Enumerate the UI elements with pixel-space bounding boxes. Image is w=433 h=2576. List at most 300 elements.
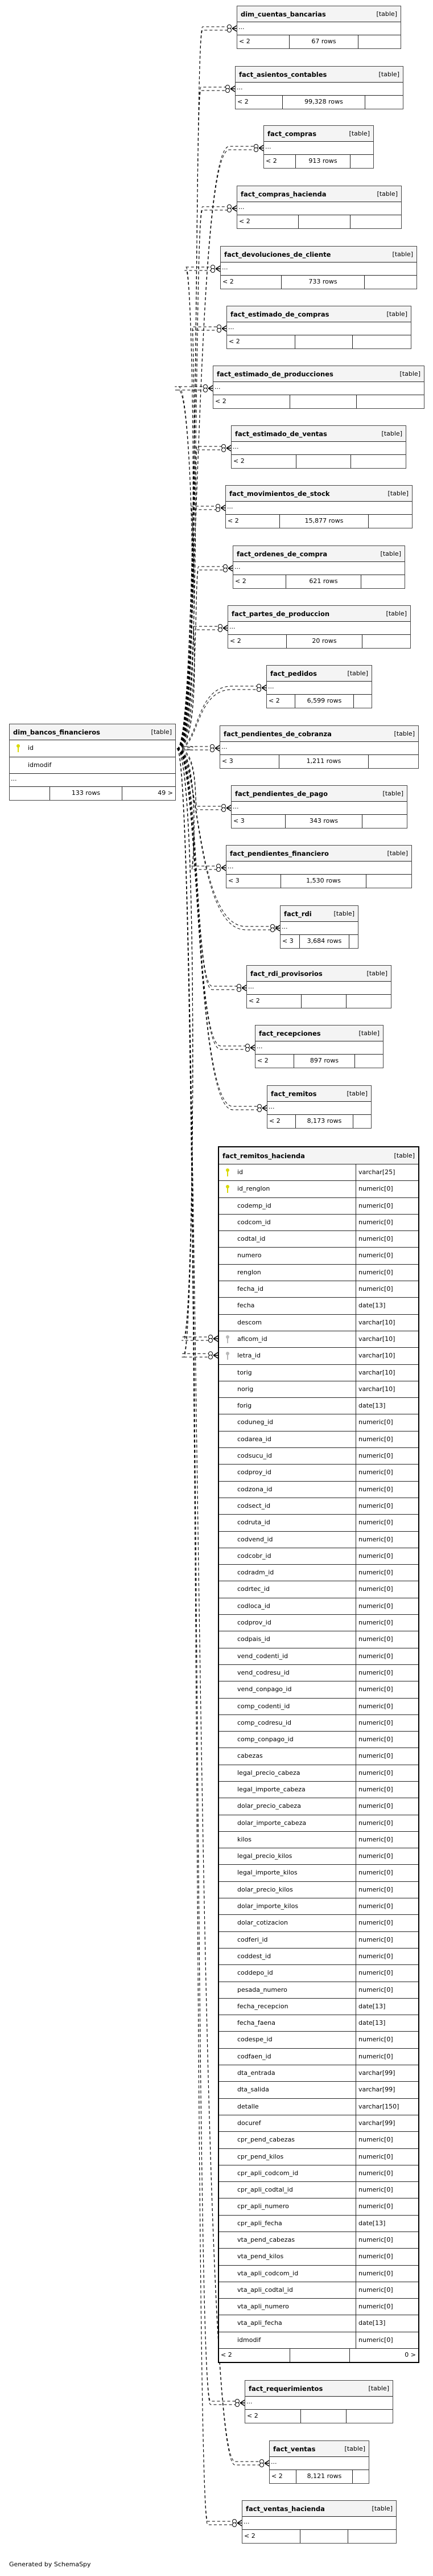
generated-by-label: Generated by SchemaSpy <box>9 2561 91 2568</box>
column-row <box>219 1932 418 1949</box>
column-name: dolar_precio_cabeza <box>237 1802 301 1810</box>
table-name[interactable]: fact_rdi_provisorios <box>250 969 323 978</box>
table-header <box>221 247 416 262</box>
column-name: cpr_pend_cabezas <box>237 2136 295 2144</box>
crows-foot-icon <box>209 1335 218 1343</box>
primary-key-icon <box>226 1168 229 1177</box>
table-header <box>236 67 403 83</box>
relationship-line <box>177 749 218 866</box>
column-row <box>219 1865 418 1881</box>
table-kind: [table] <box>399 370 420 378</box>
column-type: varchar[10] <box>358 1368 395 1376</box>
column-type: numeric[0] <box>358 2303 393 2311</box>
column-name-cell <box>219 2282 356 2298</box>
table-kind: [table] <box>377 190 398 198</box>
table-name[interactable]: fact_ventas <box>273 2444 316 2453</box>
table-name[interactable]: fact_rdi <box>284 909 312 918</box>
column-type: numeric[0] <box>358 1835 393 1843</box>
table-fact-estimado-de-compras[interactable] <box>226 306 411 349</box>
column-row <box>219 1248 418 1264</box>
children-count <box>369 515 412 528</box>
table-name[interactable]: dim_bancos_financieros <box>13 728 101 736</box>
parents-count: < 2 <box>236 96 283 109</box>
column-row <box>219 1748 418 1765</box>
column-name-cell <box>219 1581 356 1597</box>
table-name[interactable]: fact_estimado_de_compras <box>230 310 329 318</box>
parents-count: < 3 <box>226 875 281 888</box>
column-type: numeric[0] <box>358 1469 393 1476</box>
column-name-cell <box>219 1648 356 1664</box>
children-count <box>354 695 372 708</box>
table-fact-partes-de-produccion[interactable] <box>228 605 411 649</box>
more-columns: ... <box>247 982 391 995</box>
table-name[interactable]: fact_remitos <box>271 1089 317 1098</box>
column-type: numeric[0] <box>358 2186 393 2194</box>
parents-count: < 2 <box>237 215 299 228</box>
table-fact-compras-hacienda[interactable] <box>237 186 402 229</box>
column-type: varchar[10] <box>358 1318 395 1326</box>
table-header <box>245 2381 393 2397</box>
column-type: numeric[0] <box>358 2202 393 2210</box>
table-name[interactable]: fact_compras_hacienda <box>241 190 327 198</box>
relationship-line <box>177 626 220 749</box>
column-type: numeric[0] <box>358 1986 393 1993</box>
column-row <box>219 1431 418 1448</box>
children-count <box>362 815 407 828</box>
table-fact-ventas-hacienda[interactable] <box>242 2500 397 2544</box>
table-name[interactable]: fact_asientos_contables <box>239 70 327 79</box>
relationship-line <box>177 510 217 749</box>
column-type: numeric[0] <box>358 1452 393 1460</box>
table-name[interactable]: fact_movimientos_de_stock <box>229 489 330 498</box>
column-type: numeric[0] <box>358 1902 393 1910</box>
parents-count: < 3 <box>232 815 286 828</box>
table-fact-estimado-de-ventas[interactable] <box>231 425 406 469</box>
column-name: cpr_apli_codcom_id <box>237 2169 299 2177</box>
table-fact-devoluciones-de-cliente[interactable] <box>220 246 417 289</box>
table-name[interactable]: fact_ventas_hacienda <box>246 2504 325 2513</box>
column-name-cell <box>219 1465 356 1480</box>
table-dim-cuentas-bancarias[interactable] <box>237 6 401 49</box>
column-type: numeric[0] <box>358 2036 393 2044</box>
table-kind: [table] <box>394 1152 415 1159</box>
table-fact-pendientes-de-cobranza[interactable] <box>220 725 419 769</box>
crows-foot-icon <box>204 385 213 392</box>
column-row <box>219 1798 418 1815</box>
table-fact-requerimientos[interactable] <box>245 2380 393 2423</box>
column-name-cell <box>219 1965 356 1981</box>
column-name-cell <box>219 2299 356 2315</box>
more-columns: ... <box>227 322 411 335</box>
parents-count: < 2 <box>267 1115 296 1128</box>
children-count <box>358 35 401 48</box>
column-name: comp_codenti_id <box>237 1702 290 1710</box>
column-type: varchar[10] <box>358 1352 395 1360</box>
children-count[interactable]: 0 > <box>405 2351 416 2359</box>
column-name-cell <box>219 2049 356 2065</box>
more-columns: ... <box>232 802 407 815</box>
column-name-cell <box>219 1631 356 1647</box>
column-row <box>219 1198 418 1215</box>
children-count <box>357 395 424 408</box>
column-name: dolar_importe_kilos <box>237 1902 299 1910</box>
more-columns: ... <box>237 202 401 215</box>
column-name: codemp_id <box>237 1201 271 1209</box>
relationship-line <box>177 87 227 749</box>
parents-count: < 2 <box>228 635 287 648</box>
more-columns: ... <box>237 22 401 35</box>
column-name-cell <box>219 2182 356 2198</box>
relationship-line <box>175 387 205 749</box>
column-type: numeric[0] <box>358 2236 393 2243</box>
column-name: codsect_id <box>237 1502 271 1509</box>
column-type: date[13] <box>358 2019 386 2027</box>
table-fact-pedidos[interactable] <box>266 665 372 708</box>
column-type: numeric[0] <box>358 1752 393 1760</box>
table-footer <box>237 215 401 228</box>
column-name: descom <box>237 1318 262 1326</box>
table-fact-compras[interactable] <box>263 125 374 169</box>
table-header <box>228 606 410 622</box>
column-type: date[13] <box>358 1302 386 1310</box>
column-type: date[13] <box>358 2002 386 2010</box>
more-columns: ... <box>226 862 411 875</box>
column-name: letra_id <box>237 1352 261 1360</box>
column-name: legal_precio_kilos <box>237 1852 292 1860</box>
table-footer <box>228 635 410 648</box>
column-name-cell <box>219 1615 356 1631</box>
row-count: 343 rows <box>286 815 362 828</box>
row-count <box>300 2530 348 2543</box>
children-count <box>355 1055 383 1068</box>
table-footer <box>232 455 406 468</box>
column-row <box>219 1482 418 1498</box>
relationship-line <box>177 270 212 749</box>
column-row <box>219 1164 418 1181</box>
column-name: dolar_precio_kilos <box>237 1885 293 1893</box>
column-row <box>219 2032 418 2048</box>
crows-foot-icon <box>209 1352 218 1359</box>
table-fact-remitos-hacienda[interactable] <box>218 1146 419 2363</box>
column-name: id_renglon <box>237 1185 270 1193</box>
column-type: numeric[0] <box>358 2169 393 2177</box>
column-type: numeric[0] <box>358 1969 393 1977</box>
table-name[interactable]: fact_pendientes_financiero <box>230 849 329 858</box>
column-type: numeric[0] <box>358 1185 393 1193</box>
table-header <box>227 306 411 322</box>
column-name: coduneg_id <box>237 1418 273 1426</box>
column-name: dolar_cotizacion <box>237 1919 288 1927</box>
column-name-cell <box>219 1699 356 1714</box>
column-name-cell <box>219 1281 356 1297</box>
table-name[interactable]: dim_cuentas_bancarias <box>241 10 326 18</box>
column-type: numeric[0] <box>358 1652 393 1660</box>
table-header <box>242 2501 396 2517</box>
children-count[interactable]: 49 > <box>158 789 173 797</box>
column-row <box>219 1532 418 1548</box>
table-name[interactable]: fact_partes_de_produccion <box>232 609 330 618</box>
crows-foot-icon <box>218 625 228 632</box>
column-row <box>219 1181 418 1197</box>
column-row <box>219 1815 418 1832</box>
row-count: 99,328 rows <box>283 96 365 109</box>
more-columns: ... <box>264 142 373 155</box>
column-name: vend_conpago_id <box>237 1685 292 1693</box>
row-count <box>290 2349 350 2362</box>
table-fact-remitos[interactable] <box>267 1085 372 1129</box>
column-type: numeric[0] <box>358 1718 393 1726</box>
column-name-cell <box>219 2132 356 2148</box>
column-type: numeric[0] <box>358 1736 393 1744</box>
parents-count: < 2 <box>221 276 282 289</box>
column-name-cell <box>219 1798 356 1814</box>
column-type: numeric[0] <box>358 1235 393 1243</box>
table-name[interactable]: fact_pendientes_de_cobranza <box>224 729 332 738</box>
children-count <box>365 276 416 289</box>
column-name: renglon <box>237 1268 261 1276</box>
column-row <box>219 1982 418 1999</box>
relationship-line <box>177 749 277 926</box>
table-footer <box>255 1055 383 1068</box>
parents-count: < 2 <box>237 35 290 48</box>
column-name: fecha <box>237 1302 255 1310</box>
crows-foot-icon <box>237 985 247 992</box>
relationship-line <box>177 749 212 750</box>
table-name[interactable]: fact_estimado_de_ventas <box>235 429 327 438</box>
column-name: codfaen_id <box>237 2052 271 2060</box>
column-name-cell <box>219 1982 356 1998</box>
column-name-cell <box>219 2216 356 2232</box>
children-count <box>366 875 411 888</box>
relationship-line <box>177 450 223 749</box>
table-name[interactable]: fact_estimado_de_producciones <box>217 370 333 378</box>
children-count <box>351 455 406 468</box>
table-fact-rdi[interactable] <box>280 905 358 949</box>
table-kind: [table] <box>376 10 397 18</box>
table-name[interactable]: fact_pendientes_de_pago <box>235 789 328 798</box>
column-name-cell <box>219 2266 356 2282</box>
column-row <box>219 1949 418 1965</box>
row-count <box>296 455 351 468</box>
primary-key-icon <box>17 744 20 753</box>
column-type: numeric[0] <box>358 2152 393 2160</box>
column-type: numeric[0] <box>358 1919 393 1927</box>
children-count <box>353 2470 369 2483</box>
crows-foot-icon <box>246 1044 255 1052</box>
crows-foot-icon <box>217 325 227 333</box>
column-row <box>219 1848 418 1865</box>
column-name: comp_codresu_id <box>237 1718 292 1726</box>
table-footer <box>220 755 418 768</box>
column-name: legal_precio_cabeza <box>237 1769 300 1777</box>
table-kind: [table] <box>386 610 407 617</box>
column-name-cell <box>219 1482 356 1498</box>
relationship-line <box>177 749 210 1337</box>
more-columns: ... <box>270 2457 369 2470</box>
column-row <box>219 1215 418 1231</box>
column-type: numeric[0] <box>358 1519 393 1527</box>
column-row <box>219 2082 418 2098</box>
column-name: codloca_id <box>237 1602 270 1610</box>
column-type: varchar[150] <box>358 2102 399 2110</box>
table-kind: [table] <box>386 310 407 318</box>
parents-count: < 2 <box>219 2349 290 2362</box>
table-name[interactable]: fact_remitos_hacienda <box>222 1151 305 1160</box>
table-kind: [table] <box>387 850 408 857</box>
table-footer <box>232 815 407 828</box>
column-name-cell <box>219 1215 356 1230</box>
column-row <box>219 1548 418 1565</box>
column-name-cell <box>219 1898 356 1914</box>
table-fact-estimado-de-producciones[interactable] <box>213 366 424 409</box>
parents-count: < 2 <box>267 695 295 708</box>
column-name-cell <box>219 1865 356 1881</box>
column-name: codzona_id <box>237 1485 273 1493</box>
table-fact-ventas[interactable] <box>269 2440 369 2484</box>
table-header <box>247 966 391 982</box>
column-name: norig <box>237 1385 254 1393</box>
table-fact-recepciones[interactable] <box>255 1025 383 1068</box>
table-name[interactable]: fact_pedidos <box>270 669 317 678</box>
table-header <box>226 846 411 862</box>
table-footer <box>267 1115 371 1128</box>
table-name[interactable]: fact_devoluciones_de_cliente <box>224 250 331 259</box>
column-name-cell <box>219 2065 356 2081</box>
column-row <box>219 2266 418 2282</box>
column-row <box>219 2299 418 2315</box>
foreign-key-icon <box>226 1352 229 1360</box>
column-type: numeric[0] <box>358 1852 393 1860</box>
column-type: numeric[0] <box>358 1585 393 1593</box>
table-name[interactable]: fact_compras <box>267 129 317 138</box>
column-row <box>219 2315 418 2332</box>
column-type: numeric[0] <box>358 1819 393 1827</box>
table-kind: [table] <box>382 790 403 797</box>
crows-foot-icon <box>222 805 232 812</box>
row-count: 3,684 rows <box>300 935 349 948</box>
table-fact-rdi-provisorios[interactable] <box>246 965 391 1008</box>
table-fact-movimientos-de-stock[interactable] <box>225 485 413 528</box>
row-count: 67 rows <box>290 35 358 48</box>
column-name: codcom_id <box>237 1218 271 1226</box>
table-name[interactable]: fact_ordenes_de_compra <box>237 549 328 558</box>
column-row <box>219 2332 418 2349</box>
more-columns: ... <box>233 562 405 575</box>
table-footer <box>226 515 412 528</box>
column-name: codproy_id <box>237 1469 271 1476</box>
column-row <box>219 2216 418 2232</box>
column-name: cpr_apli_codtal_id <box>237 2186 293 2194</box>
children-count <box>369 755 418 768</box>
column-type: varchar[25] <box>358 1168 395 1176</box>
column-name: fecha_faena <box>237 2019 275 2027</box>
column-name-cell <box>219 1198 356 1214</box>
table-fact-asientos-contables[interactable] <box>235 66 403 109</box>
crows-foot-icon <box>211 745 220 752</box>
column-name-cell <box>219 1598 356 1614</box>
column-name-cell <box>219 1348 356 1364</box>
table-footer <box>236 96 403 109</box>
column-row <box>219 1882 418 1898</box>
table-fact-ordenes-de-compra[interactable] <box>233 545 405 589</box>
table-name[interactable]: fact_requerimientos <box>249 2384 323 2393</box>
column-row <box>219 1315 418 1331</box>
column-name-cell <box>219 1765 356 1781</box>
column-type: numeric[0] <box>358 1885 393 1893</box>
table-dim-bancos-financieros[interactable] <box>9 724 176 801</box>
column-name-cell <box>219 1381 356 1397</box>
row-count: 1,211 rows <box>279 755 369 768</box>
children-count <box>353 335 411 348</box>
table-kind: [table] <box>347 670 368 677</box>
parents-count: < 2 <box>242 2530 300 2543</box>
more-columns: ... <box>242 2517 396 2530</box>
column-type: numeric[0] <box>358 1268 393 1276</box>
row-count: 897 rows <box>294 1055 355 1068</box>
column-row <box>219 2165 418 2182</box>
row-count <box>301 2410 347 2423</box>
relationship-line <box>177 749 223 810</box>
row-count <box>295 335 353 348</box>
table-header <box>281 906 358 922</box>
column-type: numeric[0] <box>358 1802 393 1810</box>
column-row <box>219 2015 418 2032</box>
column-name-cell <box>219 1498 356 1514</box>
column-row <box>219 2065 418 2082</box>
column-row <box>219 2232 418 2249</box>
column-name-cell <box>219 2115 356 2131</box>
row-count: 8,173 rows <box>296 1115 353 1128</box>
column-name-cell <box>219 1665 356 1681</box>
column-name-cell <box>219 1164 356 1180</box>
table-name[interactable]: fact_recepciones <box>259 1029 321 1037</box>
column-name-cell <box>219 2099 356 2115</box>
children-count <box>347 995 391 1008</box>
column-name: vta_apli_codcom_id <box>237 2269 299 2277</box>
column-row <box>219 1498 418 1515</box>
column-type: numeric[0] <box>358 1285 393 1293</box>
column-name: comp_conpago_id <box>237 1736 294 1744</box>
relationship-line <box>177 567 225 749</box>
column-name-cell <box>219 1832 356 1848</box>
column-type: numeric[0] <box>358 1569 393 1577</box>
column-name-cell <box>219 1782 356 1798</box>
column-row <box>219 1231 418 1248</box>
more-columns: ... <box>221 262 416 276</box>
column-row <box>219 1782 418 1798</box>
table-fact-pendientes-financiero[interactable] <box>226 845 412 888</box>
column-type: numeric[0] <box>358 1435 393 1443</box>
column-type: numeric[0] <box>358 2136 393 2144</box>
column-type: date[13] <box>358 2219 386 2227</box>
column-name-cell <box>219 1565 356 1581</box>
column-type: numeric[0] <box>358 1535 393 1543</box>
column-row <box>219 1631 418 1648</box>
children-count <box>365 96 403 109</box>
column-name-cell <box>219 2149 356 2165</box>
column-row <box>219 1515 418 1531</box>
column-name-cell <box>219 2082 356 2098</box>
column-name: fecha_recepcion <box>237 2002 288 2010</box>
relationship-line <box>177 749 277 930</box>
table-fact-pendientes-de-pago[interactable] <box>231 785 407 828</box>
table-kind: [table] <box>349 130 370 137</box>
column-row <box>219 1765 418 1782</box>
crows-foot-icon <box>224 565 233 572</box>
table-header <box>267 666 372 682</box>
column-name: cabezas <box>237 1752 263 1760</box>
column-name: dolar_importe_cabeza <box>237 1819 307 1827</box>
